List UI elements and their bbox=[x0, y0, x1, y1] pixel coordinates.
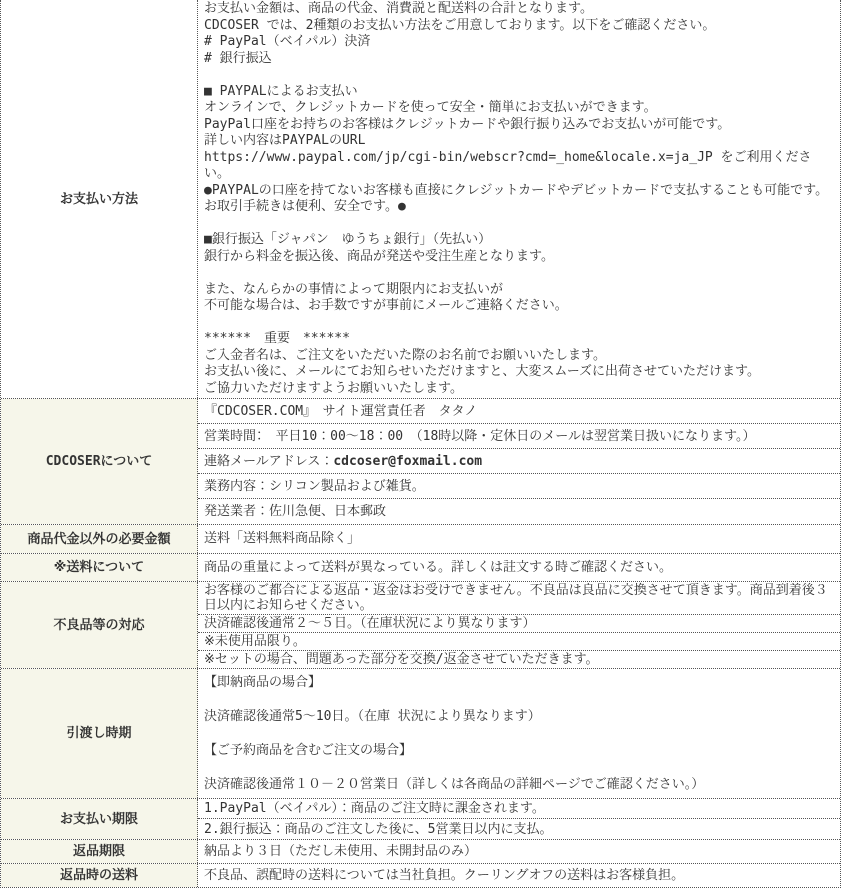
delivery-time-text: 【即納商品の場合】 決済確認後通常5～10日。（在庫 状況により異なります） 【ご予約商品を含むご注文の場合】 決済確認後通常１０－２０営業日（詳しくは各商品の詳細ページでご確認ください。） bbox=[204, 675, 705, 792]
about-business-description: 業務内容：シリコン製品および雑貨。 bbox=[198, 474, 840, 499]
payment-method-label: お支払い方法 bbox=[1, 0, 198, 398]
extra-fees-label: 商品代金以外の必要金額 bbox=[1, 525, 198, 553]
row-shipping-note bbox=[1, 553, 840, 581]
about-site-operator: 『CDCOSER.COM』 サイト運営責任者 タタノ bbox=[198, 399, 840, 424]
extra-fees-text: 送料「送料無料商品除く」 bbox=[204, 531, 361, 546]
row-defect-handling bbox=[1, 581, 840, 668]
payment-deadline-content bbox=[198, 799, 840, 839]
return-shipping-label: 返品時の送料 bbox=[1, 864, 198, 887]
row-extra-fees bbox=[1, 524, 840, 553]
payment-method-text: お支払い金額は、商品の代金、消費説と配送料の合計となります。 CDCOSER では、2種類のお支払い方法をご用意しております。以下をご確認ください。 # PayPal（ベイパル）決済 # 銀行振込 ■ PAYPALによるお支払い オンラインで、クレジットカードを使って安全・簡単にお支払いができます。 PayPal口座をお持ちのお客様はクレジットカードや銀行振り込みでお支払いが可能です。 詳しい内容はPAYPALのURL https://www.paypal.com/jp/cgi-bin/webscr?cmd=_home&locale.x=ja_JP をご利用ください。 ●PAYPALの口座を持てないお客様も直接にクレジットカードやデビットカードで支払することも可能です。 お取引手続きは便利、安全です。● ■銀行振込「ジャパン ゆうちょ銀行」（先払い） 銀行から料金を振込後、商品が発送や受注生産となります。 また、なんらかの事情によって期限内にお支払いが 不可能な場合は、お手数ですが事前にメールご連絡ください。 ****** 重要 ****** ご入金者名は、ご注文をいただいた際のお名前でお願いいたします。 お支払い後に、メールにてお知らせいただけますと、大変スムーズに出荷させていただけます。 ご協力いただけますようお願いいたします。 bbox=[204, 1, 829, 396]
row-about bbox=[1, 398, 840, 524]
defect-exchange-time: 決済確認後通常２～５日。（在庫状況により異なります） bbox=[198, 615, 840, 633]
row-delivery-time bbox=[1, 668, 840, 798]
shipping-note-text: 商品の重量によって送料が異なっている。詳しくは註文する時ご確認ください。 bbox=[204, 560, 673, 575]
contact-email: cdcoser@foxmail.com bbox=[333, 453, 483, 469]
row-return-shipping bbox=[1, 863, 840, 887]
defect-unused-only: ※未使用品限り。 bbox=[198, 633, 840, 651]
return-deadline-text: 納品より３日（ただし未使用、未開封品のみ） bbox=[204, 844, 478, 859]
shipping-note-label: ※送料について bbox=[1, 554, 198, 581]
row-return-deadline bbox=[1, 839, 840, 863]
payment-deadline-paypal: 1.PayPal（ベイパル）：商品のご注文時に課金されます。 bbox=[198, 799, 840, 819]
defect-set-policy: ※セットの場合、問題あった部分を交換/返金させていただきます。 bbox=[204, 652, 599, 667]
about-content bbox=[198, 399, 840, 524]
about-label: CDCOSERについて bbox=[1, 399, 198, 524]
defect-handling-content bbox=[198, 582, 840, 668]
about-contact-email-row bbox=[198, 449, 840, 474]
delivery-time-label: 引渡し時期 bbox=[1, 669, 198, 798]
return-shipping-text: 不良品、誤配時の送料については当社負担。クーリングオフの送料はお客様負担。 bbox=[204, 868, 685, 883]
row-payment-deadline bbox=[1, 798, 840, 839]
about-shippers: 発送業者：佐川急便、日本郵政 bbox=[204, 504, 387, 519]
payment-deadline-label: お支払い期限 bbox=[1, 799, 198, 839]
return-deadline-label: 返品期限 bbox=[1, 840, 198, 863]
defect-handling-label: 不良品等の対応 bbox=[1, 582, 198, 668]
contact-email-label: 連絡メールアドレス： bbox=[204, 453, 334, 469]
defect-policy-text: お客様のご都合による返品・返金はお受けできません。不良品は良品に交換させて頂きます。商品到着後３日以内にお知らせください。 bbox=[198, 582, 840, 615]
about-business-hours: 営業時間： 平日10：00～18：00 （18時以降・定休日のメールは翌営業日扱いになります。） bbox=[198, 424, 840, 449]
row-payment-method bbox=[1, 0, 840, 398]
payment-deadline-bank: 2.銀行振込：商品のご注文した後に、5営業日以内に支払。 bbox=[204, 821, 553, 837]
